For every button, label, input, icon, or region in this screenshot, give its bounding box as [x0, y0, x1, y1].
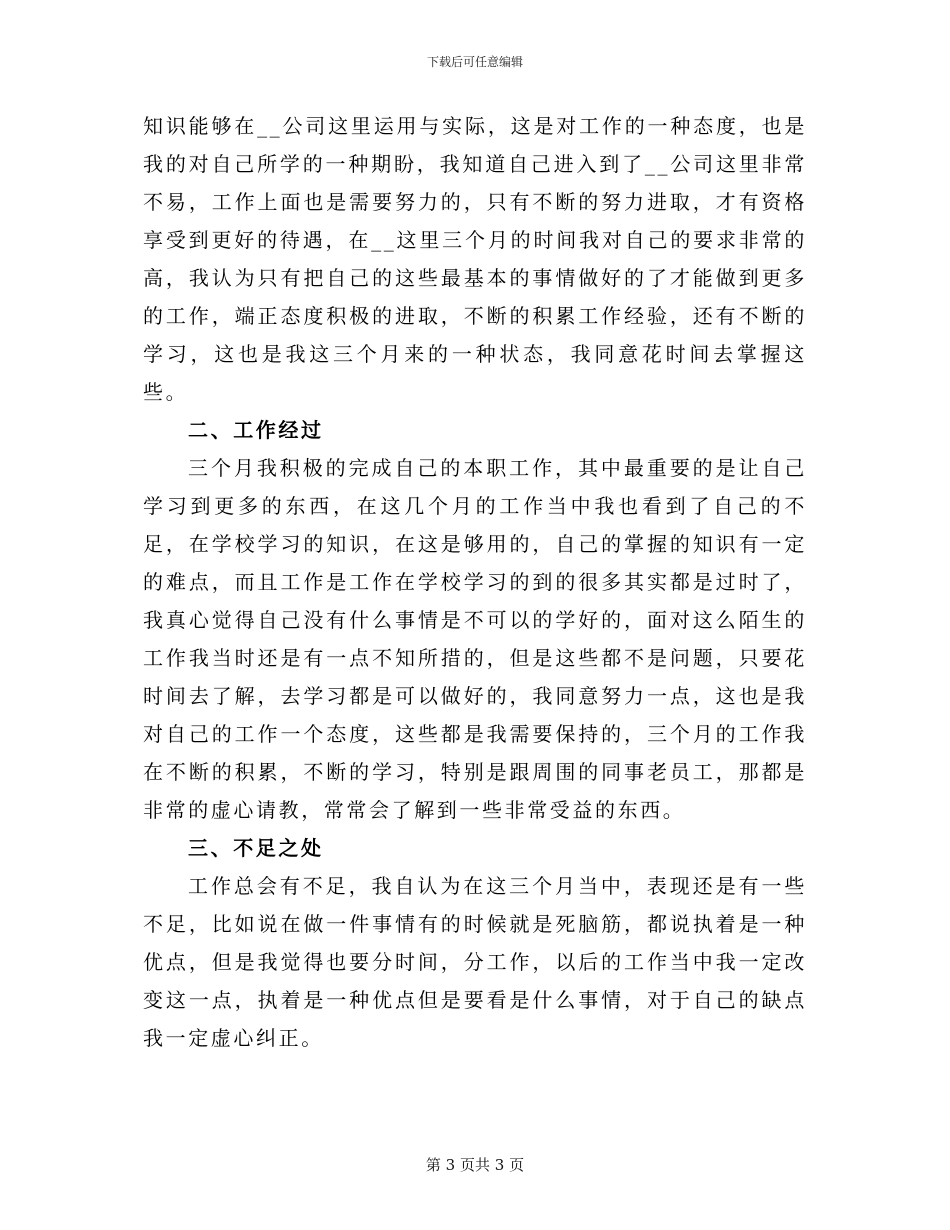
section-heading-work-process: 二、工作经过 — [188, 418, 324, 442]
paragraph-continuation: 知识能够在__公司这里运用与实际，这是对工作的一种态度，也是我的对自己所学的一种期盼，我知道自己进入到了__公司这里非常不易，工作上面也是需要努力的，只有不断的努力进取，才有资格享受到更好的待遇，在__这里三个月的时间我对自己的要求非常的高，我认为只有把自己的这些最基本的事情做好的了才能做到更多的工作，端正态度积极的进取，不断的积累工作经验，还有不断的学习，这也是我这三个月来的一种状态，我同意花时间去掌握这些。 — [143, 114, 807, 404]
paragraph-shortcomings: 工作总会有不足，我自认为在这三个月当中，表现还是有一些不足，比如说在做一件事情有的时候就是死脑筋，都说执着是一种优点，但是我觉得也要分时间，分工作，以后的工作当中我一定改变这一点，执着是一种优点但是要看是什么事情，对于自己的缺点我一定虚心纠正。 — [143, 874, 807, 1050]
section-heading-shortcomings: 三、不足之处 — [188, 836, 324, 860]
page-header: 下载后可任意编辑 — [426, 55, 523, 69]
document-body — [143, 107, 807, 1057]
page-number-footer: 第 3 页共 3 页 — [425, 1156, 525, 1174]
paragraph-work-process: 三个月我积极的完成自己的本职工作，其中最重要的是让自己学习到更多的东西，在这几个月的工作当中我也看到了自己的不足，在学校学习的知识，在这是够用的，自己的掌握的知识有一定的难点，而且工作是工作在学校学习的到的很多其实都是过时了，我真心觉得自己没有什么事情是不可以的学好的，面对这么陌生的工作我当时还是有一点不知所措的，但是这些都不是问题，只要花时间去了解，去学习都是可以做好的，我同意努力一点，这也是我对自己的工作一个态度，这些都是我需要保持的，三个月的工作我在不断的积累，不断的学习，特别是跟周围的同事老员工，那都是非常的虚心请教，常常会了解到一些非常受益的东西。 — [143, 456, 807, 822]
